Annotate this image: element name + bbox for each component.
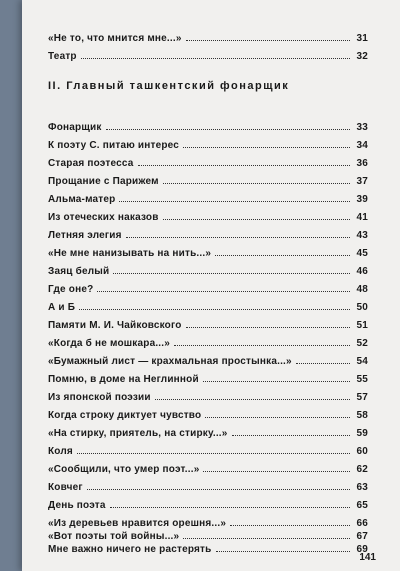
toc-entry [48,333,368,349]
toc-entry [48,387,368,403]
toc-entry [48,189,368,205]
toc-entry-title: К поэту С. питаю интерес [48,140,180,151]
toc-entry [48,28,368,44]
toc-entry [48,405,368,421]
dot-leader [79,309,350,310]
toc-entry [48,207,368,223]
dot-leader [216,551,350,552]
toc-entry [48,351,368,367]
dot-leader [87,489,350,490]
toc-entry [48,117,368,133]
toc-entry [48,171,368,187]
toc-entry-page: 45 [356,248,368,259]
toc-entry-page: 43 [356,230,368,241]
toc-entry-page: 41 [356,212,368,223]
toc-entry-page: 33 [356,122,368,133]
toc-entry-title: Театр [48,51,77,62]
toc-entry [48,315,368,331]
toc-entry-title: «Не то, что мнится мне...» [48,33,182,44]
toc-entry-page: 66 [356,518,368,529]
toc-entry-page: 50 [356,302,368,313]
toc-entry [48,46,368,62]
toc-entry [48,369,368,385]
toc-entry-page: 63 [356,482,368,493]
dot-leader [296,363,350,364]
toc-entry-page: 69 [356,544,368,555]
toc-entry-title: День поэта [48,500,106,511]
toc-entry [48,153,368,169]
toc-entry-page: 46 [356,266,368,277]
dot-leader [155,399,350,400]
toc-entry-title: «Не мне нанизывать на нить...» [48,248,212,259]
toc-entry [48,423,368,439]
toc-entry-page: 37 [356,176,368,187]
dot-leader [232,435,350,436]
page-number: 141 [359,552,376,563]
toc-entry-page: 51 [356,320,368,331]
toc-entry-title: Мне важно ничего не растерять [48,544,212,555]
toc-entry-page: 52 [356,338,368,349]
toc-entry-title: Летняя элегия [48,230,122,241]
toc-entry [48,243,368,259]
dot-leader [215,255,350,256]
toc-entry [48,495,368,511]
toc-entry-title: «Вот поэты той войны...» [48,531,180,542]
toc-entry [48,261,368,277]
toc-entry-title: Помню, в доме на Неглинной [48,374,199,385]
dot-leader [126,237,350,238]
toc-entry-title: «Сообщили, что умер поэт...» [48,464,200,475]
toc-entry-title: Альма-матер [48,194,116,205]
toc-entry [48,477,368,493]
dot-leader [186,327,350,328]
toc-entry-title: Заяц белый [48,266,110,277]
dot-leader [110,507,350,508]
dot-leader [163,219,350,220]
toc-entry-title: «На стирку, приятель, на стирку...» [48,428,228,439]
toc-entry-title: Памяти М. И. Чайковского [48,320,182,331]
toc-entry [48,459,368,475]
toc-entry-page: 62 [356,464,368,475]
toc-entry-page: 36 [356,158,368,169]
dot-leader [77,453,350,454]
toc-entry [48,539,368,555]
dot-leader [97,291,350,292]
toc-entry-page: 67 [356,531,368,542]
toc-entry-title: Прощание с Парижем [48,176,159,187]
toc-entry-title: А и Б [48,302,76,313]
toc-entry-page: 34 [356,140,368,151]
section-heading: II. Главный ташкентский фонарщик [48,80,290,92]
toc-entry [48,297,368,313]
dot-leader [174,345,350,346]
toc-entry-page: 58 [356,410,368,421]
dot-leader [81,58,350,59]
toc-entry-page: 60 [356,446,368,457]
book-page [22,0,400,571]
dot-leader [113,273,350,274]
toc-entry-title: «Когда б не мошкара...» [48,338,171,349]
toc-entry-title: Старая поэтесса [48,158,134,169]
dot-leader [203,381,350,382]
toc-entry-page: 65 [356,500,368,511]
dot-leader [203,471,350,472]
toc-entry-page: 55 [356,374,368,385]
toc-entry [48,225,368,241]
toc-entry-title: Где оне? [48,284,94,295]
toc-entry [48,279,368,295]
dot-leader [119,201,350,202]
toc-entry-page: 59 [356,428,368,439]
toc-entry-title: Коля [48,446,73,457]
toc-entry-page: 57 [356,392,368,403]
toc-entry-title: Когда строку диктует чувство [48,410,202,421]
toc-entry [48,135,368,151]
toc-entry-page: 54 [356,356,368,367]
toc-entry-title: Из японской поэзии [48,392,151,403]
toc-entry-title: Ковчег [48,482,83,493]
dot-leader [183,147,350,148]
toc-entry-title: Из отеческих наказов [48,212,159,223]
toc-entry-title: Фонарщик [48,122,102,133]
dot-leader [205,417,350,418]
toc-entry-page: 31 [356,33,368,44]
toc-entry [48,441,368,457]
dot-leader [186,40,350,41]
toc-entry-page: 32 [356,51,368,62]
toc-entry-title: «Бумажный лист — крахмальная простынка...» [48,356,292,367]
dot-leader [163,183,350,184]
toc-entry-page: 48 [356,284,368,295]
toc-entry-page: 39 [356,194,368,205]
dot-leader [138,165,350,166]
toc-entry-title: «Из деревьев нравится орешня...» [48,518,227,529]
dot-leader [106,129,350,130]
